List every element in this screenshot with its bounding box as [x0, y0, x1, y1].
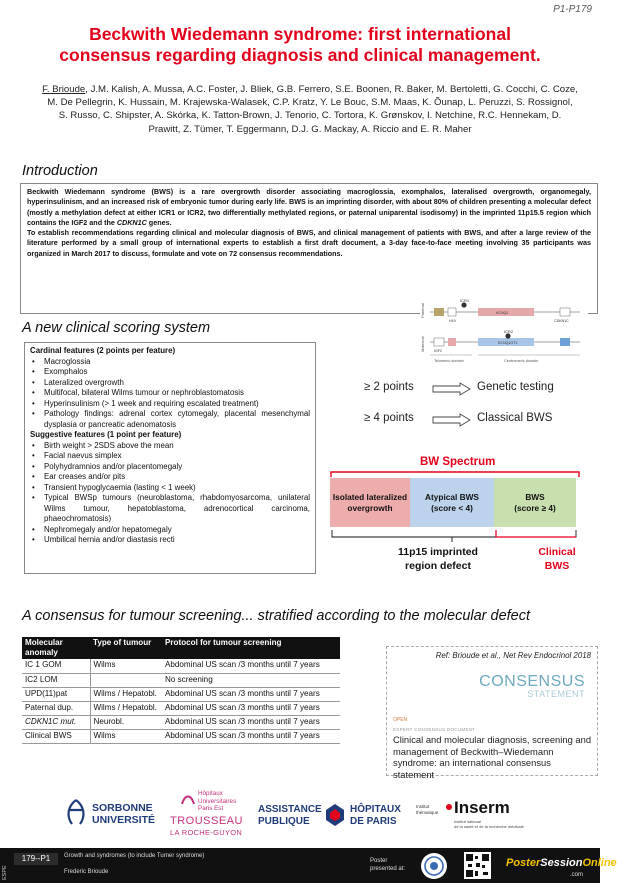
aphp-emblem-icon — [324, 802, 346, 828]
table-header-row — [22, 637, 340, 659]
rule-2-threshold: ≥ 4 points — [364, 412, 414, 424]
spectrum-isolated: Isolated lateralized overgrowth — [330, 478, 410, 527]
defect-label: 11p15 imprinted region defect — [398, 546, 478, 572]
paper-title: Clinical and molecular diagnosis, screening and management of Beckwith–Wiedemann syndrome: an international consensus statement — [393, 734, 592, 780]
reference-citation: Ref: Brioude et al., Net Rev Endocrinol 2018 — [435, 651, 591, 660]
cardinal-item: • Hyperinsulinism (> 1 week and requiring escalated treatment) — [30, 399, 310, 410]
igf2-label: IGF2 — [434, 349, 442, 353]
poster-title — [20, 24, 580, 66]
cardinal-item: • Exomphalos — [30, 367, 310, 378]
trousseau-logo: TROUSSEAU — [170, 815, 243, 827]
cardinal-title: Cardinal features (2 points per feature) — [30, 346, 176, 355]
table-row: UPD(11)pat Wilms / Hepatobl. Abdominal US scan /3 months until 7 years — [22, 687, 340, 701]
suggestive-item: • Nephromegaly and/or hepatomegaly — [30, 525, 310, 536]
icr1-methyl-dot — [461, 302, 466, 307]
first-author: F. Brioude — [42, 84, 86, 95]
gene-cdkn1c: CDKN1C — [116, 217, 147, 227]
roche-guyon-logo: LA ROCHE-GUYON — [170, 828, 243, 837]
igf2-block-mat — [434, 338, 444, 346]
telomeric-label: Telomeric domain — [434, 359, 464, 363]
congress-logo-icon — [412, 851, 456, 881]
poster-session-online-logo: PosterSessionOnline — [506, 857, 617, 869]
arrow-right-icon — [432, 382, 472, 396]
document-type: EXPERT CONSENSUS DOCUMENT — [393, 727, 476, 732]
institut-tag: Institut thématique — [416, 804, 439, 815]
poster-number: 179--P1 — [14, 853, 58, 865]
rule-1-threshold: ≥ 2 points — [364, 381, 414, 393]
suggestive-item: • Typical BWSp tumours (neuroblastoma, rhabdomyosarcoma, unilateral Wilms tumour, hepatoblastoma, adrenocortical carcinoma, phaeochromatosis) — [30, 493, 310, 525]
icr2-methyl-dot — [505, 333, 510, 338]
icr1-label: ICR1 — [460, 298, 470, 303]
presenter-name: Frederic Brioude — [64, 869, 109, 875]
inserm-dot-icon — [446, 804, 452, 810]
reference-box — [386, 646, 598, 780]
icr2-label: ICR2 — [504, 329, 514, 334]
suggestive-item: • Transient hypoglycaemia (lasting < 1 week) — [30, 483, 310, 494]
spectrum-bws: BWS (score ≥ 4) — [494, 478, 576, 527]
intro-paragraph-1: Beckwith Wiedemann syndrome (BWS) is a rare overgrowth disorder associating macroglossia, exomphalos, lateralised overgrowth, organomegaly, hyperinsulinism, and an increased risk of embryonic tumor during early life. BWS is an imprinting disorder, with about 80% of children presenting a molecular defect (mostly a methylation defect at either ICR1 or ICR2, two differentially methylated regions, or paternal uniparental isodisomy) in the imprinted 11p15.5 region which contains the IGF2 and the CDKN1C genes. — [27, 187, 591, 227]
suggestive-item: • Umbilical hernia and/or diastasis recti — [30, 535, 310, 546]
cardinal-list — [30, 357, 310, 431]
cdkn1c-block-pat — [560, 308, 570, 316]
h19-block-mat — [448, 338, 456, 346]
centromeric-label: Centromeric domain — [504, 359, 539, 363]
cardinal-item: • Macroglossia — [30, 357, 310, 368]
session-name: Growth and syndromes (to include Turner syndrome) — [64, 853, 205, 859]
rule-2-result: Classical BWS — [477, 412, 553, 424]
presented-at: Poster presented at: — [370, 858, 406, 872]
clinical-bws-label: Clinical BWS — [538, 546, 576, 572]
cdkn1c-label: CDKN1C — [554, 319, 569, 323]
paternal-label: Paternal — [420, 303, 425, 318]
co-authors: , J.M. Kalish, A. Mussa, A.C. Foster, J. Bliek, G.B. Ferrero, S.E. Boonen, R. Baker, M. Bertoletti, G. Cocchi, C. Coze, M. De Pellegrin, K. Hussain, M. Krajewska-Walasek, C.P. Kratz, Y. Le Bouc, S.M. Maas, K. Õunap, L. Peruzzi, S. Rossignol, S. Russo, C. Shipster, A. Skórka, K. Tatton-Brown, J. Tenorio, C. Tortora, K. Grønskov, I. Netchine, R.C. Hennekam, D. Prawitt, Z. Tümer, T. Eggermann, D.J. G. Mackay, A. Riccio and E. R. Maher — [47, 84, 578, 135]
aphp-left: ASSISTANCE PUBLIQUE — [258, 804, 322, 827]
aphp-right: HÔPITAUX DE PARIS — [350, 804, 401, 827]
igf2-block-pat — [434, 308, 444, 316]
spectrum-bracket — [330, 470, 580, 478]
title-line-1: Beckwith Wiedemann syndrome: first international — [89, 24, 511, 44]
col-molecular-anomaly: Molecular anomaly — [22, 637, 90, 659]
footer-bar — [0, 848, 617, 883]
rule-1-result: Genetic testing — [477, 381, 554, 393]
criteria-box — [24, 342, 316, 574]
h19-block-pat — [448, 308, 456, 316]
imprinting-diagram — [420, 292, 588, 368]
hospital-emblem-icon — [180, 792, 196, 806]
spectrum-title: BW Spectrum — [420, 456, 496, 468]
open-access-tag: OPEN — [393, 717, 408, 723]
screening-table — [22, 637, 340, 744]
title-line-2: consensus regarding diagnosis and clinical management. — [59, 45, 541, 65]
kcnq1-label: KCNQ1 — [496, 311, 509, 315]
author-list — [42, 83, 578, 136]
spectrum-atypical: Atypical BWS (score < 4) — [410, 478, 494, 527]
logo-bar — [0, 790, 600, 840]
table-row: IC2 LOM No screening — [22, 673, 340, 687]
suggestive-item: • Facial naevus simplex — [30, 451, 310, 462]
inserm-subtitle: Institut national de la santé et de la recherche médicale — [454, 819, 524, 829]
suggestive-item: • Birth weight > 2SDS above the mean — [30, 441, 310, 452]
hupe-logo: Hôpitaux Universitaires Paris Est — [198, 790, 237, 813]
brand-suffix: .com — [570, 872, 584, 878]
suggestive-list — [30, 441, 310, 546]
arrow-right-icon — [432, 413, 472, 427]
qr-code-icon[interactable] — [464, 852, 491, 879]
statement-word: STATEMENT — [527, 689, 585, 699]
cardinal-item: • Lateralized overgrowth — [30, 378, 310, 389]
col-protocol: Protocol for tumour screening — [162, 637, 340, 659]
suggestive-item: • Polyhydramnios and/or placentomegaly — [30, 462, 310, 473]
table-row: Paternal dup. Wilms / Hepatobl. Abdominal US scan /3 months until 7 years — [22, 701, 340, 715]
cardinal-item: • Multifocal, bilateral Wilms tumour or nephroblastomatosis — [30, 388, 310, 399]
kcnq1ot1-label: KCNQ1OT1 — [498, 341, 518, 345]
consensus-word: CONSENSUS — [479, 673, 585, 690]
table-row: Clinical BWS Wilms Abdominal US scan /3 months until 7 years — [22, 729, 340, 743]
sorbonne-logo: SORBONNE UNIVERSITÉ — [92, 802, 156, 826]
suggestive-title: Suggestive features (1 point per feature) — [30, 430, 182, 439]
h19-label: H19 — [449, 319, 456, 323]
screening-heading: A consensus for tumour screening... stratified according to the molecular defect — [22, 608, 531, 624]
suggestive-item: • Ear creases and/or pits — [30, 472, 310, 483]
table-row: CDKN1C mut. Neurobl. Abdominal US scan /3 months until 7 years — [22, 715, 340, 729]
side-tag: ESPE — [2, 865, 8, 880]
intro-heading: Introduction — [22, 163, 98, 179]
cdkn1c-block-mat — [560, 338, 570, 346]
poster-code: P1-P179 — [553, 4, 592, 15]
intro-paragraph-2: To establish recommendations regarding clinical and molecular diagnosis of BWS, and clinical management of patients with BWS, and after a large review of the literature performed by a small group of international experts to establish a first draft document, a 3-day face-to-face meeting involving 35 participants was organized in March 2017 to discuss, formulate and vote on 72 consensus recommendations. — [27, 228, 591, 258]
spectrum-under-brackets — [330, 529, 580, 543]
table-row: IC 1 GOM Wilms Abdominal US scan /3 months until 7 years — [22, 659, 340, 673]
cardinal-item: • Pathology findings: adrenal cortex cytomegaly, placental mesenchymal dysplasia or pancreatic adenomatosis — [30, 409, 310, 430]
maternal-label: Maternal — [420, 336, 425, 352]
col-tumour-type: Type of tumour — [90, 637, 162, 659]
inserm-logo: Inserm — [454, 798, 510, 817]
scoring-heading: A new clinical scoring system — [22, 320, 211, 336]
sorbonne-emblem-icon — [62, 798, 90, 828]
